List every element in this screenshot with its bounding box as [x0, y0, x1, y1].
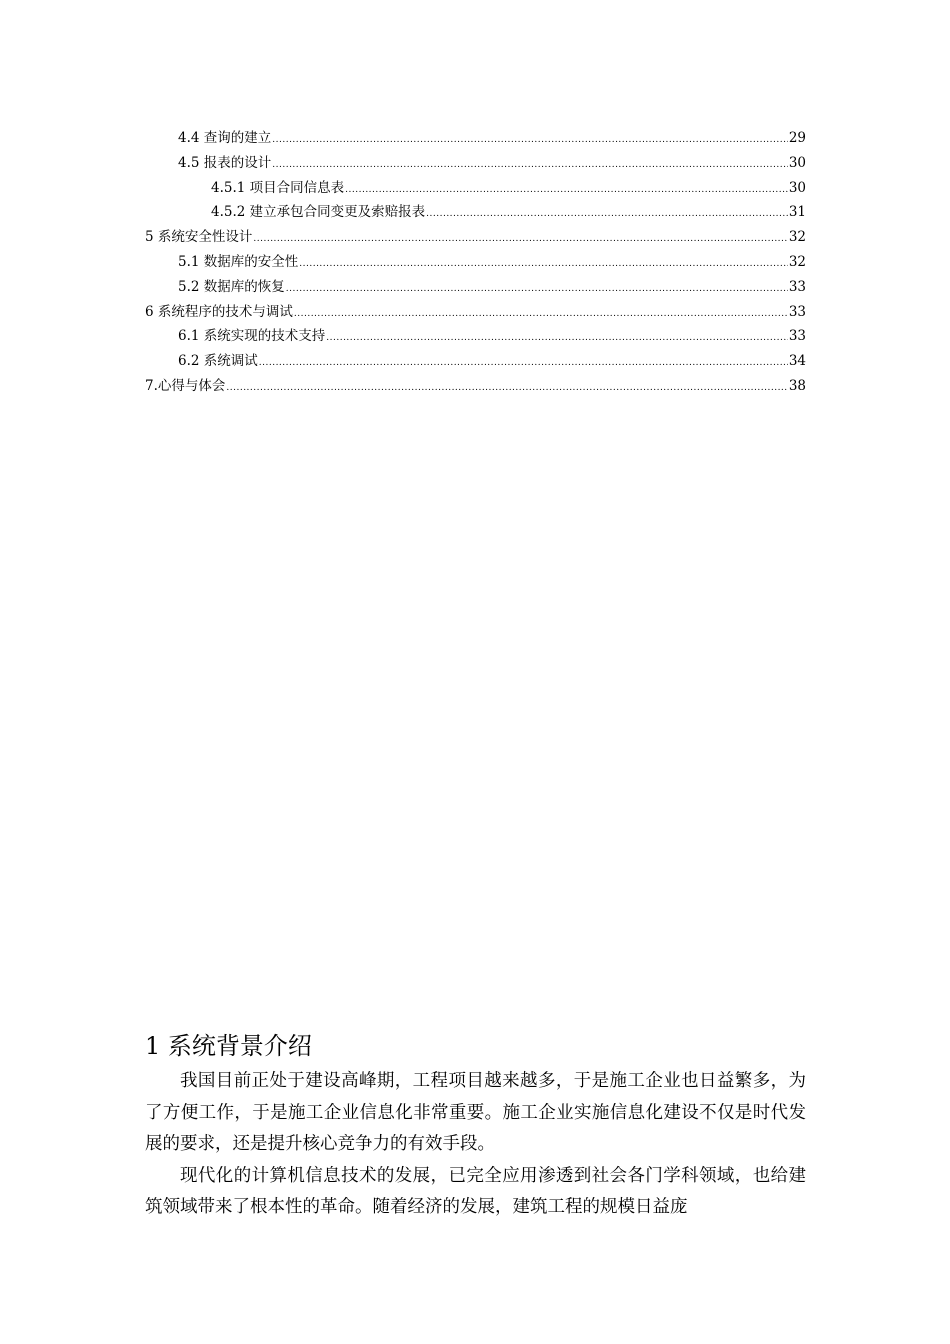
toc-entry-page: 30 — [788, 179, 806, 196]
toc-entry[interactable] — [145, 300, 806, 325]
body-paragraph: 现代化的计算机信息技术的发展，已完全应用渗透到社会各门学科领域，也给建筑领域带来了根本性的革命。随着经济的发展，建筑工程的规模日益庞 — [145, 1165, 806, 1217]
body-paragraph: 我国目前正处于建设高峰期，工程项目越来越多，于是施工企业也日益繁多，为了方便工作，于是施工企业信息化非常重要。施工企业实施信息化建设不仅是时代发展的要求，还是提升核心竞争力的有效手段。 — [145, 1071, 806, 1154]
table-of-contents — [145, 126, 806, 399]
toc-entry-title: 4.5 报表的设计 — [178, 154, 272, 171]
toc-entry[interactable] — [145, 349, 806, 374]
toc-entry-page: 34 — [788, 353, 806, 370]
toc-entry[interactable] — [145, 126, 806, 151]
toc-entry-page: 32 — [788, 229, 806, 246]
toc-leader-dots — [259, 351, 788, 376]
toc-entry[interactable] — [145, 225, 806, 250]
toc-entry-page: 32 — [788, 253, 806, 270]
toc-entry[interactable] — [145, 176, 806, 201]
toc-entry-title: 4.5.1 项目合同信息表 — [211, 179, 345, 196]
toc-entry-title: 4.4 查询的建立 — [178, 130, 272, 146]
toc-entry-title: 5 系统安全性设计 — [145, 229, 253, 246]
toc-entry[interactable] — [145, 374, 806, 399]
toc-entry-page: 33 — [788, 278, 806, 295]
toc-leader-dots — [226, 376, 787, 401]
toc-entry-title: 5.1 数据库的安全性 — [178, 253, 299, 270]
toc-entry-page: 33 — [788, 303, 806, 320]
toc-entry-page: 31 — [788, 204, 806, 221]
toc-entry-title: 5.2 数据库的恢复 — [178, 278, 285, 295]
section-background — [145, 1028, 806, 1224]
toc-entry[interactable] — [145, 275, 806, 300]
toc-leader-dots — [253, 227, 787, 252]
toc-leader-dots — [294, 302, 788, 327]
toc-leader-dots — [426, 202, 788, 227]
toc-entry-page: 29 — [788, 130, 806, 146]
toc-leader-dots — [299, 252, 788, 277]
toc-leader-dots — [272, 153, 788, 178]
toc-leader-dots — [326, 326, 788, 351]
toc-entry-title: 6.1 系统实现的技术支持 — [178, 328, 326, 345]
toc-entry[interactable] — [145, 250, 806, 275]
toc-entry[interactable] — [145, 324, 806, 349]
toc-entry-title: 6 系统程序的技术与调试 — [145, 303, 293, 320]
toc-entry[interactable] — [145, 200, 806, 225]
section-heading: 1 系统背景介绍 — [145, 1032, 312, 1060]
toc-leader-dots — [272, 128, 788, 153]
toc-entry-title: 4.5.2 建立承包合同变更及索赔报表 — [211, 204, 426, 221]
toc-entry-title: 7.心得与体会 — [145, 377, 226, 394]
toc-entry-page: 38 — [788, 377, 806, 394]
toc-entry[interactable] — [145, 151, 806, 176]
toc-entry-page: 33 — [788, 328, 806, 345]
toc-leader-dots — [286, 277, 788, 302]
toc-entry-page: 30 — [788, 154, 806, 171]
toc-leader-dots — [345, 178, 788, 203]
toc-entry-title: 6.2 系统调试 — [178, 353, 258, 370]
